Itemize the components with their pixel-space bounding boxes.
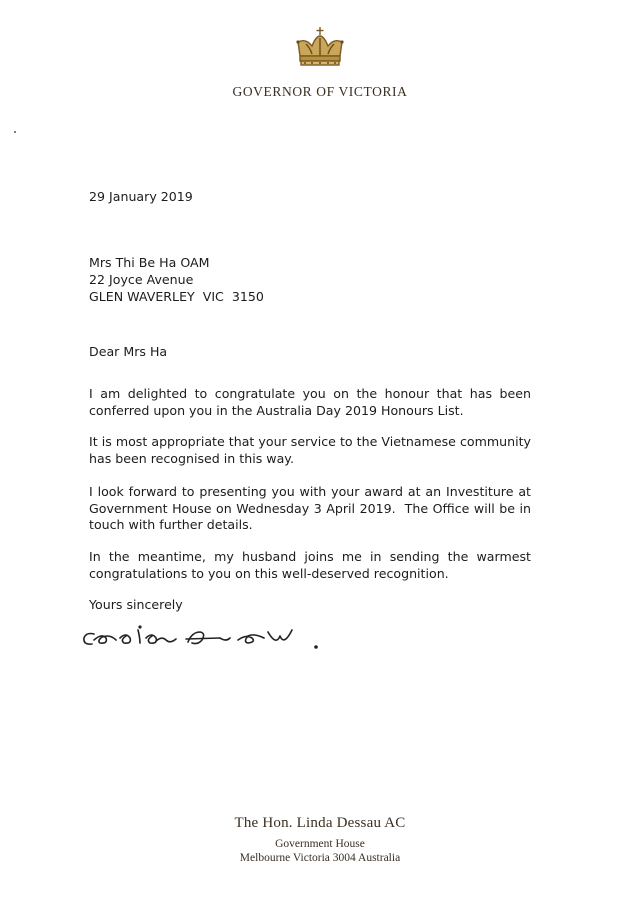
closing: Yours sincerely bbox=[89, 597, 183, 612]
crown-icon bbox=[294, 26, 346, 70]
governor-name: The Hon. Linda Dessau AC bbox=[234, 815, 406, 831]
recipient-name: Mrs Thi Be Ha OAM bbox=[89, 255, 210, 270]
handwritten-signature bbox=[80, 616, 340, 656]
paragraph-2: It is most appropriate that your service to the Vietnamese community has been recognised in this way. bbox=[89, 434, 531, 466]
salutation: Dear Mrs Ha bbox=[89, 344, 168, 359]
recipient-address bbox=[89, 255, 531, 306]
paragraph-3: I look forward to presenting you with your award at an Investiture at Government House on Wednesday 3 April 2019. The Office will be in touch with further details. bbox=[89, 484, 536, 532]
letter-date: 29 January 2019 bbox=[89, 189, 193, 204]
recipient-suburb: GLEN WAVERLEY VIC 3150 bbox=[89, 289, 264, 304]
scan-speck bbox=[14, 131, 16, 133]
paragraph-1: I am delighted to congratulate you on the honour that has been conferred upon you in the Australia Day 2019 Honours List. bbox=[89, 386, 531, 418]
footer-address-line-1: Government House bbox=[275, 838, 365, 850]
footer bbox=[0, 815, 640, 864]
footer-address-line-2: Melbourne Victoria 3004 Australia bbox=[239, 852, 401, 864]
office-title: GOVERNOR OF VICTORIA bbox=[232, 84, 408, 99]
letterhead bbox=[0, 26, 640, 100]
recipient-street: 22 Joyce Avenue bbox=[89, 272, 194, 287]
paragraph-4: In the meantime, my husband joins me in sending the warmest congratulations to you on this well-deserved recognition. bbox=[89, 549, 531, 581]
